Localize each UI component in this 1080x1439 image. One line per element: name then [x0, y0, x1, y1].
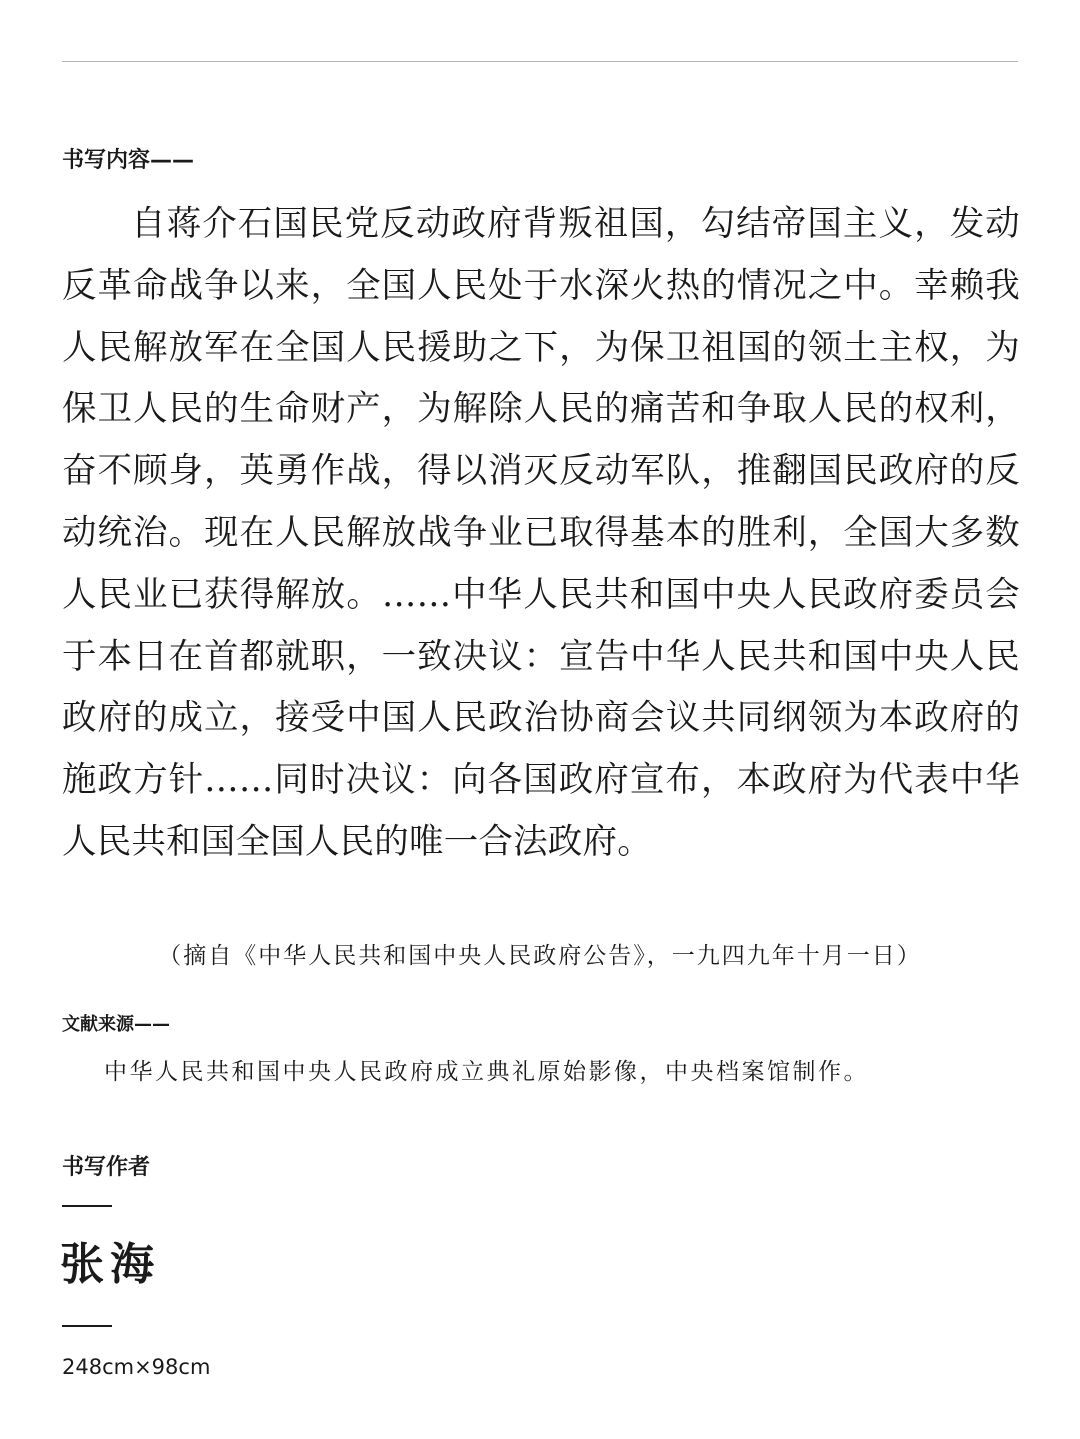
source-text: 中华人民共和国中央人民政府成立典礼原始影像，中央档案馆制作。 [104, 1059, 869, 1085]
source-section-label: 文献来源—— [62, 1014, 170, 1035]
artwork-dimensions: 248cm×98cm [62, 1355, 211, 1379]
author-section-label: 书写作者 [62, 1155, 151, 1180]
proclamation-text: 自蒋介石国民党反动政府背叛祖国，勾结帝国主义，发动反革命战争以来，全国人民处于水深火热的情况之中。幸赖我人民解放军在全国人民援助之下，为保卫祖国的领土主权，为保卫人民的生命财产，为解除人民的痛苦和争取人民的权利，奋不顾身，英勇作战，得以消灭反动军队，推翻国民政府的反动统治。现在人民解放战争业已取得基本的胜利，全国大多数人民业已获得解放。……中华人民共和国中央人民政府委员会于本日在首都就职，一致决议：宣告中华人民共和国中央人民政府的成立，接受中国人民政治协商会议共同纲领为本政府的施政方针……同时决议：向各国政府宣布，本政府为代表中华人民共和国全国人民的唯一合法政府。 [62, 204, 1020, 862]
author-label-divider [62, 1205, 112, 1207]
author-name-divider [62, 1325, 112, 1327]
citation-text: （摘自《中华人民共和国中央人民政府公告》，一九四九年十月一日） [158, 943, 922, 969]
top-divider [62, 61, 1018, 62]
author-name: 张海 [60, 1239, 160, 1290]
content-section-label: 书写内容—— [62, 148, 195, 173]
